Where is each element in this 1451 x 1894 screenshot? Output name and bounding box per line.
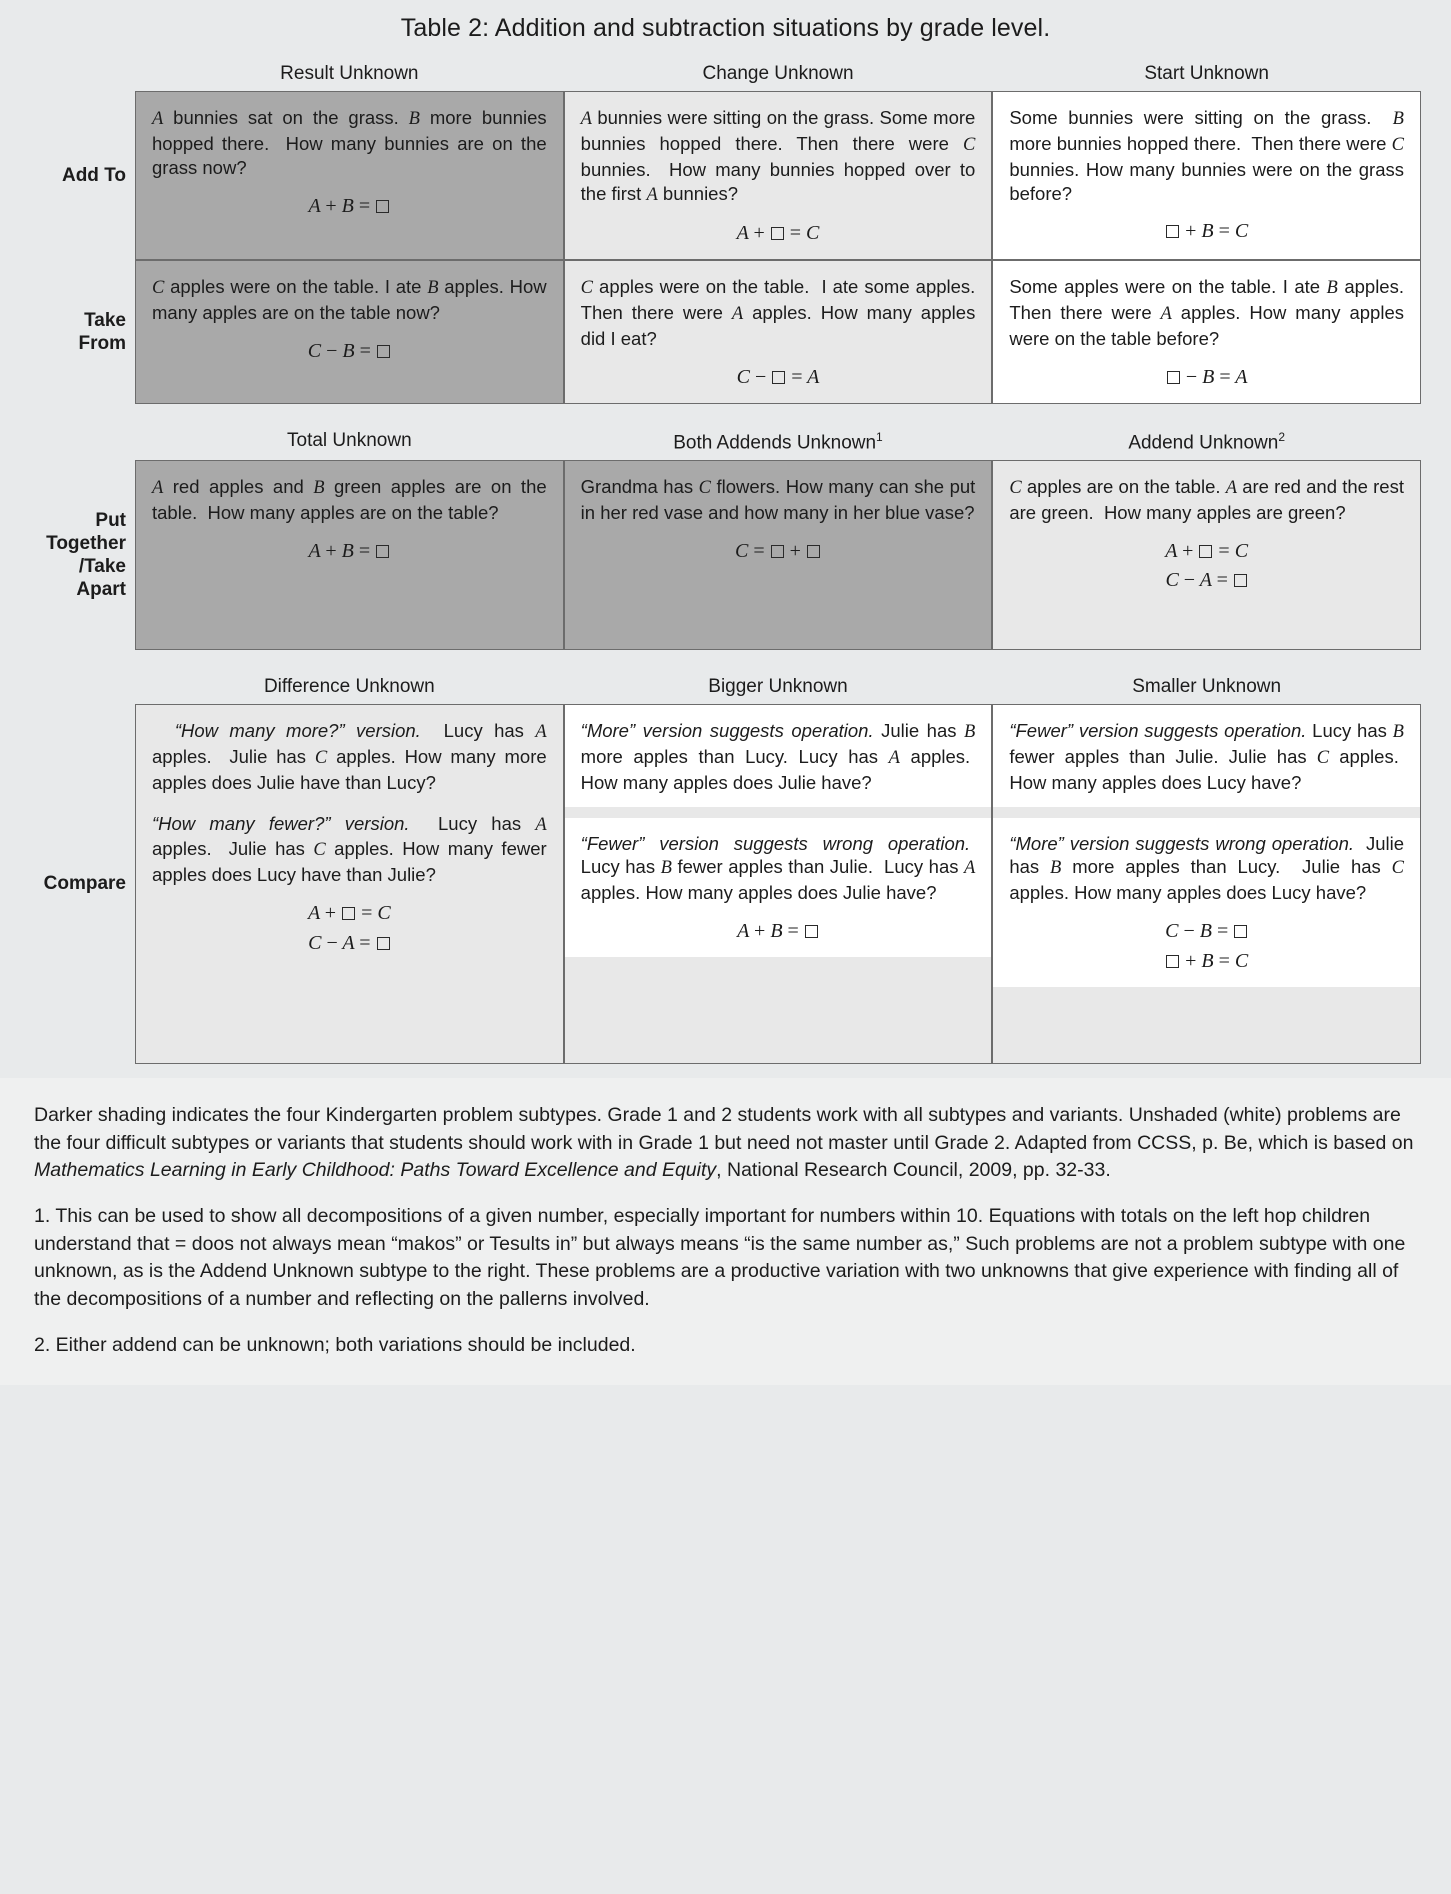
equation: − B = A	[1009, 365, 1404, 391]
column-header-addend-unknown: Addend Unknown$^2$	[1128, 429, 1285, 453]
column-header-bigger-unknown: Bigger Unknown	[708, 675, 848, 697]
cell-take-from-change-unknown	[564, 260, 993, 403]
cell-compare-difference-unknown	[135, 704, 564, 1064]
grid-section-1	[0, 91, 1421, 404]
cell-add-to-change-unknown	[564, 91, 993, 260]
grid-section-2	[0, 460, 1421, 650]
cell-text: “More” version suggests wrong operation. Julie has B more apples than Lucy. Julie has C apples. How many apples does Lucy have?	[1009, 832, 1404, 904]
column-header-change-unknown: Change Unknown	[702, 63, 854, 84]
column-header-smaller-unknown: Smaller Unknown	[1132, 675, 1282, 697]
header-spacer	[0, 63, 135, 91]
cell-put-together-total-unknown	[135, 460, 564, 650]
column-headers-section-1	[0, 63, 1421, 91]
grid-section-3	[0, 704, 1421, 1064]
header-spacer	[0, 430, 135, 460]
column-headers-section-3	[0, 676, 1421, 704]
cell-text: C apples are on the table. A are red and the rest are green. How many apples are green?	[1009, 475, 1404, 523]
cell-text: Some bunnies were sitting on the grass. B more bunnies hopped there. Then there were C bunnies. How many bunnies were on the grass before?	[1009, 107, 1404, 204]
cell-text: Grandma has C flowers. How many can she put in her red vase and how many in her blue vase?	[580, 475, 976, 523]
column-header-total-unknown: Total Unknown	[287, 429, 412, 451]
equation: C − B =	[152, 339, 547, 365]
column-headers-section-2	[0, 430, 1421, 460]
cell-take-from-start-unknown	[992, 260, 1421, 403]
subcell-bigger-top	[565, 705, 992, 807]
cell-text: A bunnies were sitting on the grass. Some more bunnies hopped there. Then there were C bunnies. How many bunnies hopped over to the first A bunnies?	[580, 107, 976, 205]
row-label-put-together-take-apart: Put Together /Take Apart	[46, 509, 126, 601]
table-notes	[0, 1078, 1451, 1386]
cell-text: A bunnies sat on the grass. B more bunnies hopped there. How many bunnies are on the grass now?	[152, 107, 547, 178]
column-header-difference-unknown: Difference Unknown	[263, 675, 435, 697]
cell-text: “Fewer” version suggests wrong operation. Lucy has B fewer apples than Julie. Lucy has A apples. How many apples does Julie have?	[580, 832, 976, 904]
section-compare	[0, 676, 1421, 1064]
cell-text: Some apples were on the table. I ate B apples. Then there were A apples. How many apples were on the table before?	[1009, 276, 1404, 349]
cell-text: A red apples and B green apples are on the table. How many apples are on the table?	[152, 475, 547, 523]
cell-text: C apples were on the table. I ate B apples. How many apples are on the table now?	[152, 276, 547, 324]
row-label-take-from: Take From	[78, 309, 126, 354]
equation: + B = C	[1009, 949, 1404, 975]
footnote-ref-2: 2	[1278, 429, 1285, 444]
row-label-add-to: Add To	[61, 165, 126, 187]
footnote-2: 2. Either addend can be unknown; both variations should be included.	[34, 1333, 636, 1356]
equation: A + B =	[152, 539, 547, 565]
footnote-1: 1. This can be used to show all decompositions of a given number, especially important for numbers within 10. Equations with totals on the left hop children understand that = doos not always mean “makos” or Tesults in” but always means “is the same number as,” Such problems are not a problem subtype with one unknown, as is the Addend Unknown subtype to the right. These problems are a productive variation with two unknowns that give experience with finding all of the decompositions of a number and reflecting on the pallerns involved.	[34, 1205, 1406, 1311]
cell-text: “Fewer” version suggests operation. Lucy has B fewer apples than Julie. Julie has C apples. How many apples does Lucy have?	[1009, 719, 1404, 793]
cell-compare-smaller-unknown	[992, 704, 1421, 1064]
row-label-compare: Compare	[43, 873, 126, 895]
section-put-together-take-apart	[0, 430, 1421, 650]
cell-compare-bigger-unknown	[564, 704, 993, 1064]
equation: C − A =	[152, 931, 547, 957]
subcell-smaller-bottom	[993, 818, 1420, 987]
column-header-result-unknown: Result Unknown	[280, 63, 419, 84]
footnote-ref-1: 1	[876, 429, 883, 444]
cell-take-from-result-unknown	[135, 260, 564, 403]
cell-put-together-both-addends-unknown	[564, 460, 993, 650]
equation: A + = C	[736, 222, 820, 245]
cell-text: “How many more?” version. Lucy has A apples. Julie has C apples. How many more apples does Julie have than Lucy?	[152, 719, 547, 793]
table-area	[0, 63, 1451, 1064]
equation: A + B =	[152, 194, 547, 220]
equation: C − = A	[736, 365, 820, 388]
equation: + B = C	[1009, 219, 1404, 245]
equation: A + B =	[581, 919, 976, 945]
equation: C = +	[581, 539, 976, 565]
equation: C − A =	[1009, 568, 1404, 594]
subcell-bigger-bottom	[565, 818, 992, 957]
equation: A + = C	[307, 902, 391, 925]
cell-add-to-start-unknown	[992, 91, 1421, 260]
subcell-smaller-top	[993, 705, 1420, 807]
cell-text: “More” version suggests operation. Julie has B more apples than Lucy. Lucy has A apples. How many apples does Julie have?	[580, 719, 976, 793]
column-header-start-unknown: Start Unknown	[1144, 63, 1269, 84]
equation: A + = C	[1165, 539, 1249, 562]
cell-add-to-result-unknown	[135, 91, 564, 260]
header-spacer	[0, 676, 135, 704]
section-add-to-take-from	[0, 63, 1421, 404]
cell-text: C apples were on the table. I ate some apples. Then there were A apples. How many apples did I eat?	[580, 276, 976, 349]
column-header-both-addends-unknown: Both Addends Unknown$^1$	[673, 429, 883, 453]
cell-text: “How many fewer?” version. Lucy has A apples. Julie has C apples. How many fewer apples does Lucy have than Julie?	[152, 812, 547, 886]
equation: C − B =	[1009, 919, 1404, 945]
note-main: Darker shading indicates the four Kindergarten problem subtypes. Grade 1 and 2 students work with all subtypes and variants. Unshaded (white) problems are the four difficult subtypes or variants that students should work with in Grade 1 but need not master until Grade 2. Adapted from CCSS, p. Be, which is based on Mathematics Learning in Early Childhood: Paths Toward Excellence and Equity, National Research Council, 2009, pp. 32-33.	[34, 1103, 1414, 1182]
cell-put-together-addend-unknown	[992, 460, 1421, 650]
page-title: Table 2: Addition and subtraction situations by grade level.	[400, 14, 1051, 42]
note-main-italic-title: Mathematics Learning in Early Childhood: Paths Toward Excellence and Equity	[34, 1159, 717, 1182]
